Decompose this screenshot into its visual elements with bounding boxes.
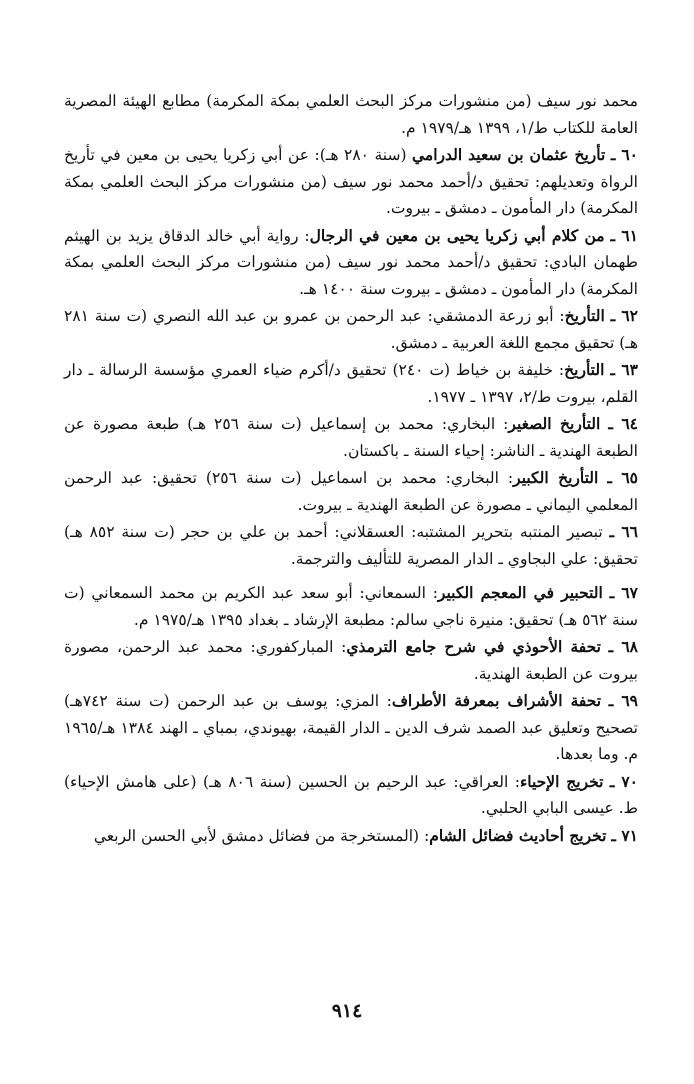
entry-number: ٦٦ ـ	[609, 522, 638, 541]
entry-title: تخريج الإحياء	[519, 771, 604, 791]
entry-text: : المزي: يوسف بن عبد الرحمن (ت سنة ٧٤٢هـ) تصحيح وتعليق عبد الصمد شرف الدين ـ الدار القيمة، بهيوندي، بمباي ـ الهند ١٣٨٤ هـ/١٩٦٥ م. وما بعدها.	[64, 692, 638, 763]
entry-title: التأريخ الصغير	[508, 414, 601, 433]
entry-number: ٦٩ ـ	[608, 691, 638, 710]
bibliography-entry	[64, 223, 638, 303]
entry-title: تأريخ عثمان بن سعيد الدرامي	[412, 145, 606, 164]
bibliography-entry	[64, 303, 638, 356]
entry-text: : خليفة بن خياط (ت ٢٤٠) تحقيق د/أكرم ضياء العمري مؤسسة الرسالة ـ دار القلم، بيروت ط/٢، ١٣٩٧ ـ ١٩٧٧.	[64, 361, 638, 406]
entry-text: : رواية أبي خالد الدقاق يزيد بن الهيثم طهمان البادي: تحقيق د/أحمد محمد نور سيف (من منشورات مركز البحث العلمي بمكة المكرمة) دار المأمون ـ دمشق ـ بيروت سنة ١٤٠٠ هـ.	[64, 226, 638, 298]
bibliography-entry	[64, 411, 638, 464]
bibliography-entry	[64, 823, 638, 850]
entry-text: : المباركفوري: محمد عبد الرحمن، مصورة بيروت عن الطبعة الهندية.	[64, 638, 638, 683]
entry-number: ٧١ ـ	[611, 825, 638, 845]
bibliography-entry	[64, 142, 638, 222]
entry-title: تخريج أحاديث فضائل الشام	[429, 825, 607, 845]
bibliography-entry	[64, 357, 638, 410]
bibliography-entry	[64, 688, 638, 768]
entry-title: تحفة الأحوذي في شرح جامع الترمذي	[346, 637, 601, 656]
entry-title: التأريخ	[564, 360, 605, 379]
bibliography-page	[64, 88, 638, 850]
entry-text: : (المستخرجة من فضائل دمشق لأبي الحسن الربعي	[93, 826, 430, 845]
entry-number: ٦٤ ـ	[608, 414, 638, 433]
bibliography-entry	[64, 465, 638, 518]
entry-title: تحفة الأشراف بمعرفة الأطراف	[391, 691, 602, 710]
entry-number: ٧٠ ـ	[609, 771, 638, 791]
entry-text: : البخاري: محمد بن إسماعيل (ت سنة ٢٥٦ هـ) طبعة مصورة عن الطبعة الهندية ـ الناشر: إحياء السنة ـ باكستان.	[64, 415, 638, 460]
entry-number: ٦٨ ـ	[608, 637, 638, 656]
entry-number: ٦٧ ـ	[609, 583, 639, 602]
bibliography-entry	[64, 519, 638, 572]
bibliography-entry	[64, 580, 638, 633]
bibliography-entry	[64, 769, 638, 822]
entry-number: ٦٣ ـ	[610, 360, 638, 379]
entry-number: ٦٠ ـ	[610, 145, 638, 164]
entry-text: : البخاري: محمد بن اسماعيل (ت سنة ٢٥٦) تحقيق: عبد الرحمن المعلمي اليماني ـ مصورة عن الطبعة الهندية ـ بيروت.	[64, 469, 638, 514]
entry-number: ٦٥ ـ	[607, 468, 638, 487]
entry-number: ٦٢ ـ	[610, 306, 639, 325]
entry-title: التأريخ	[564, 306, 605, 325]
bibliography-entry	[64, 634, 638, 687]
page-number: ٩١٤	[331, 1000, 363, 1022]
entry-title: من كلام أبي زكريا يحيى بن معين في الرجال	[309, 225, 605, 245]
bibliography-entry	[64, 88, 638, 141]
entry-text: : السمعاني: أبو سعد عبد الكريم بن محمد السمعاني (ت سنة ٥٦٢ هـ) تحقيق: منيرة ناجي سالم: مطبعة الإرشاد ـ بغداد ١٣٩٥ هـ/١٩٧٥ م.	[64, 584, 638, 629]
entry-number: ٦١ ـ	[610, 225, 638, 245]
entry-text: تبصير المنتبه بتحرير المشتبه: العسقلاني: أحمد بن علي بن حجر (ت سنة ٨٥٢ هـ) تحقيق: علي البجاوي ـ الدار المصرية للتأليف والترجمة.	[64, 523, 638, 568]
entry-title: التأريخ الكبير	[513, 468, 599, 487]
entry-title: التحبير في المعجم الكبير	[437, 583, 603, 602]
entry-text: : العراقي: عبد الرحيم بن الحسين (سنة ٨٠٦ هـ) (على هامش الإحياء) ط. عيسى البابي الحلبي.	[64, 772, 638, 817]
entry-text: : أبو زرعة الدمشقي: عبد الرحمن بن عمرو بن عبد الله النصري (ت سنة ٢٨١ هـ) تحقيق مجمع اللغة العربية ـ دمشق.	[64, 307, 638, 352]
entry-text: محمد نور سيف (من منشورات مركز البحث العلمي بمكة المكرمة) مطابع الهيئة المصرية العامة للكتاب ط/١، ١٣٩٩ هـ/١٩٧٩ م.	[64, 92, 638, 137]
entry-text: (سنة ٢٨٠ هـ): عن أبي زكريا يحيى بن معين في تأريخ الرواة وتعديلهم: تحقيق د/أحمد محمد نور سيف (من منشورات مركز البحث العلمي بمكة المكرمة) دار المأمون ـ دمشق ـ بيروت.	[64, 146, 638, 217]
